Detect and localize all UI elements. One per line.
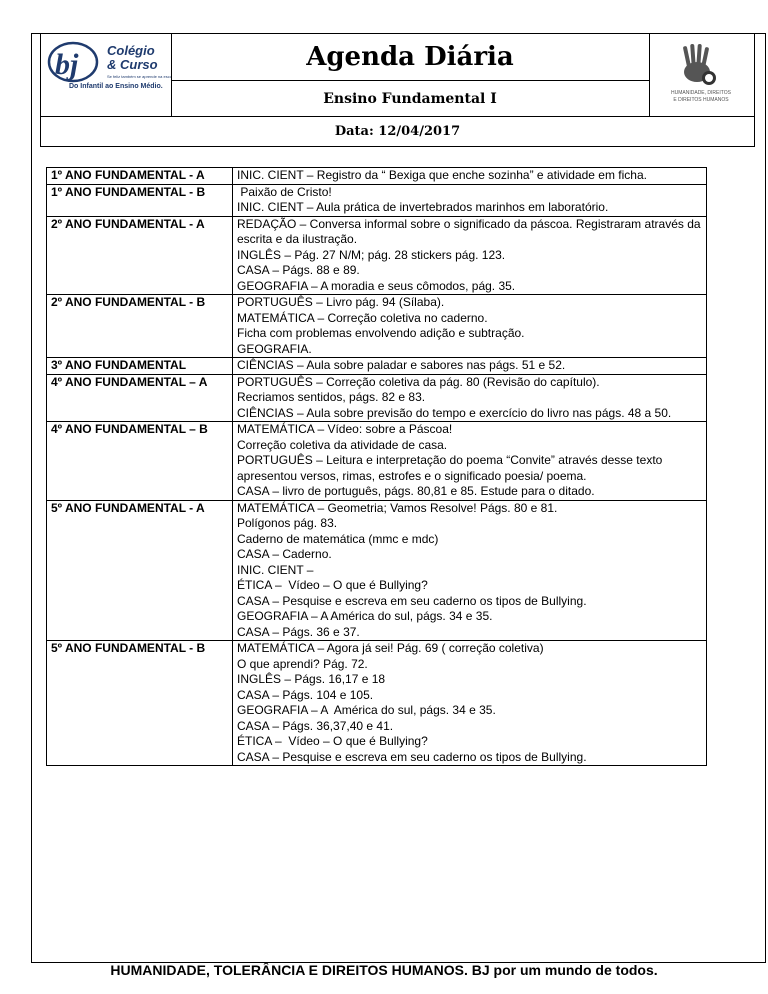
activity-line: Recriamos sentidos, págs. 82 e 83. (237, 390, 426, 404)
svg-text:bj: bj (55, 48, 79, 81)
activity-line: CASA – Pesquise e escreva em seu caderno os tipos de Bullying. (237, 749, 587, 764)
grade-cell: 5º ANO FUNDAMENTAL - A (47, 500, 233, 641)
svg-text:HUMANIDADE, DIREITOS: HUMANIDADE, DIREITOS (671, 90, 731, 96)
page-title: Agenda Diária (306, 42, 514, 72)
activities-cell (233, 358, 707, 375)
activity-line: MATEMÁTICA – Agora já sei! Pág. 69 ( correção coletiva) (237, 641, 544, 655)
svg-text:& Curso: & Curso (107, 57, 158, 72)
grade-cell: 4º ANO FUNDAMENTAL – B (47, 422, 233, 501)
grade-cell: 4º ANO FUNDAMENTAL – A (47, 374, 233, 422)
activity-line: CASA – Págs. 36,37,40 e 41. (237, 718, 394, 733)
activities-cell (233, 295, 707, 358)
table-row (47, 295, 707, 358)
activity-line: MATEMÁTICA – Correção coletiva no caderno. (237, 310, 488, 325)
bj-logo-icon (41, 34, 171, 116)
grade-cell: 3º ANO FUNDAMENTAL (47, 358, 233, 375)
grade-cell: 1º ANO FUNDAMENTAL - A (47, 168, 233, 185)
activity-line: CASA – Págs. 88 e 89. (237, 263, 360, 277)
activity-line: Polígonos pág. 83. (237, 516, 338, 530)
activity-line: CASA – Págs. 36 e 37. (237, 624, 360, 639)
activities-cell (233, 168, 707, 185)
svg-text:Se feliz também se aprende na: Se feliz também se aprende na escola (107, 74, 171, 79)
activity-line: CASA – Pesquise e escreva em seu caderno os tipos de Bullying. (237, 593, 587, 608)
activity-line: CASA – Págs. 104 e 105. (237, 687, 374, 702)
activity-line: GEOGRAFIA – A América do sul, págs. 34 e 35. (237, 609, 493, 623)
activity-line: INGLÊS – Págs. 16,17 e 18 (237, 672, 386, 686)
title-block (171, 34, 650, 116)
activities-cell (233, 184, 707, 216)
table-row (47, 184, 707, 216)
hands-icon (649, 34, 754, 116)
activity-line: GEOGRAFIA. (237, 341, 312, 356)
activity-line: INIC. CIENT – Registro da “ Bexiga que enche sozinha” e atividade em ficha. (237, 168, 647, 182)
table-row (47, 641, 707, 766)
svg-text:Do Infantil ao Ensino Médio.: Do Infantil ao Ensino Médio. (69, 83, 163, 90)
activity-line: GEOGRAFIA – A América do sul, págs. 34 e 35. (237, 703, 496, 717)
activity-line: Caderno de matemática (mmc e mdc) (237, 531, 439, 546)
table-row (47, 168, 707, 185)
activity-line: CASA – Caderno. (237, 547, 332, 561)
activity-line: CIÊNCIAS – Aula sobre previsão do tempo e exercício do livro nas págs. 48 a 50. (237, 405, 672, 420)
activity-line: PORTUGUÊS – Leitura e interpretação do poema “Convite” através desse texto apresentou versos, rimas, estrofes e o significado poesia/ poema. (237, 453, 666, 483)
activity-line: Ficha com problemas envolvendo adição e subtração. (237, 326, 525, 340)
agenda-table (46, 167, 707, 766)
date-label: Data: 12/04/2017 (334, 124, 461, 139)
activity-line: CASA – livro de português, págs. 80,81 e 85. Estude para o ditado. (237, 484, 595, 498)
page-subtitle: Ensino Fundamental I (323, 90, 497, 107)
grade-cell: 2º ANO FUNDAMENTAL - A (47, 216, 233, 295)
activity-line: MATEMÁTICA – Geometria; Vamos Resolve! Págs. 80 e 81. (237, 500, 558, 515)
activity-line: CIÊNCIAS – Aula sobre paladar e sabores nas págs. 51 e 52. (237, 358, 566, 372)
svg-text:Colégio: Colégio (107, 43, 155, 58)
activities-cell (233, 374, 707, 422)
grade-cell: 5º ANO FUNDAMENTAL - B (47, 641, 233, 766)
activity-line: GEOGRAFIA – A moradia e seus cômodos, pág. 35. (237, 278, 516, 293)
date-bar (40, 117, 755, 147)
footer-motto: HUMANIDADE, TOLERÂNCIA E DIREITOS HUMANOS. BJ por um mundo de todos. (110, 962, 658, 978)
activities-cell (233, 500, 707, 641)
table-row (47, 374, 707, 422)
table-row (47, 500, 707, 641)
activity-line: PORTUGUÊS – Correção coletiva da pág. 80 (Revisão do capítulo). (237, 374, 600, 389)
table-row (47, 358, 707, 375)
grade-cell: 2º ANO FUNDAMENTAL - B (47, 295, 233, 358)
activities-cell (233, 216, 707, 295)
activities-cell (233, 641, 707, 766)
grade-cell: 1º ANO FUNDAMENTAL - B (47, 184, 233, 216)
activity-line: O que aprendi? Pág. 72. (237, 656, 368, 671)
svg-text:E DIREITOS HUMANOS: E DIREITOS HUMANOS (673, 97, 729, 103)
activity-line: Correção coletiva da atividade de casa. (237, 437, 448, 452)
activity-line: PORTUGUÊS – Livro pág. 94 (Sílaba). (237, 295, 445, 309)
activity-line: ÉTICA – Vídeo – O que é Bullying? (237, 578, 428, 592)
activity-line: MATEMÁTICA – Vídeo: sobre a Páscoa! (237, 422, 453, 436)
school-logo (41, 34, 172, 116)
table-row (47, 422, 707, 501)
activity-line: INIC. CIENT – Aula prática de invertebrados marinhos em laboratório. (237, 200, 609, 214)
document-header (40, 33, 755, 117)
activity-line: REDAÇÃO – Conversa informal sobre o significado da páscoa. Registraram através da escrita e da ilustração. (237, 216, 704, 246)
activity-line: INGLÊS – Pág. 27 N/M; pág. 28 stickers pág. 123. (237, 247, 506, 262)
activity-line: Paixão de Cristo! (237, 184, 332, 199)
human-rights-logo (649, 34, 754, 116)
activity-line: INIC. CIENT – (237, 562, 314, 577)
activity-line: ÉTICA – Vídeo – O que é Bullying? (237, 734, 428, 748)
table-row (47, 216, 707, 295)
activities-cell (233, 422, 707, 501)
